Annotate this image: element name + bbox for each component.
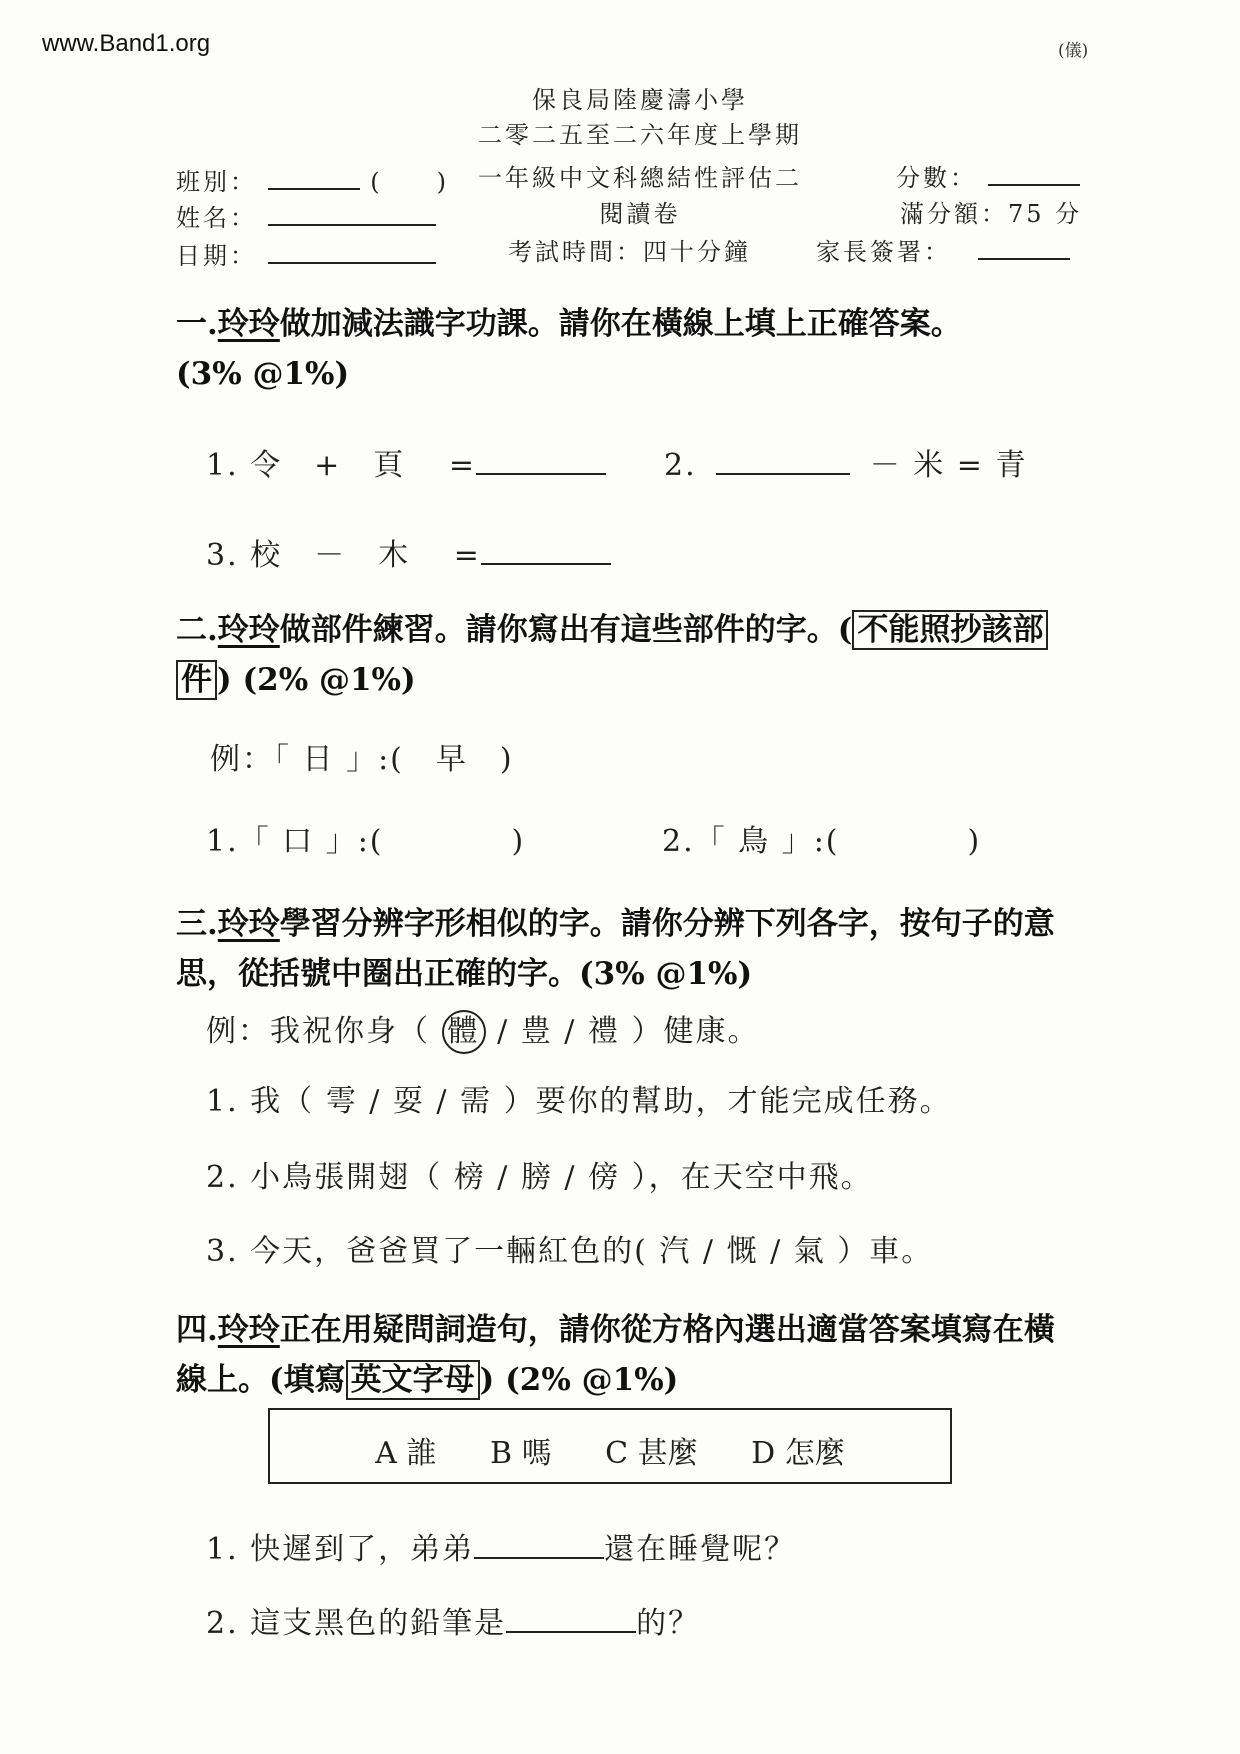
- corner-mark: (儀): [1058, 41, 1089, 61]
- section-3-title: [176, 898, 1055, 950]
- full-marks: 滿分額：75 分: [900, 200, 1083, 228]
- answer-options: [270, 1428, 950, 1472]
- section-4-title: [176, 1304, 1055, 1356]
- section-3-title-line2: 思，從括號中圈出正確的字。(3% @1%): [176, 956, 753, 992]
- section-2-boxed-note-end: 件: [176, 660, 217, 700]
- s3-question-2[interactable]: 2. 小鳥張開翅（ 榜 / 膀 / 傍 ），在天空中飛。: [206, 1160, 873, 1195]
- option-b: B 嗎: [489, 1436, 552, 1471]
- date-field: [176, 236, 436, 271]
- exam-duration: 考試時間：四十分鐘: [508, 238, 751, 266]
- section-1-title: [176, 298, 962, 350]
- s3-question-3[interactable]: 3. 今天，爸爸買了一輛紅色的( 汽 / 慨 / 氣 ）車。: [206, 1234, 934, 1269]
- score-label: 分數：: [896, 164, 977, 192]
- assessment-title: 一年級中文科總結性評估二: [478, 164, 802, 192]
- section-1-marks: (3% @1%): [176, 356, 350, 392]
- s3-question-1[interactable]: 1. 我（ 雩 / 耍 / 需 ）要你的幫助，才能完成任務。: [206, 1084, 952, 1119]
- s1-q3-text: 3. 校 － 木 =: [206, 538, 481, 573]
- section-2-boxed-note: 不能照抄該部: [852, 610, 1048, 650]
- s1-q3-blank[interactable]: [481, 533, 611, 565]
- date-blank[interactable]: [268, 238, 436, 264]
- s1-q2-number: 2.: [664, 448, 697, 483]
- s4-question-1: [206, 1524, 796, 1568]
- s1-question-2: [664, 440, 1027, 484]
- s4-q2-end: 的？: [636, 1606, 701, 1641]
- option-d: D 怎麼: [751, 1436, 845, 1471]
- option-a: A 誰: [375, 1436, 437, 1471]
- s4-q2-start: 2. 這支黑色的鉛筆是: [206, 1606, 507, 1641]
- s1-q1-text: 1. 令 + 頁 =: [206, 448, 476, 483]
- s3-example-start: 例：我祝你身（: [206, 1014, 430, 1049]
- parent-sign-blank[interactable]: [978, 234, 1070, 260]
- section-3-instruction: 學習分辨字形相似的字。請你分辨下列各字，按句子的意: [279, 906, 1055, 942]
- s2-question-1[interactable]: 1.「 口 」:( ): [206, 824, 526, 859]
- school-year: 二零二五至二六年度上學期: [478, 121, 802, 149]
- s2-example: 例：「 日 」:( 早 ): [210, 742, 514, 777]
- website-watermark: www.Band1.org: [42, 30, 211, 57]
- section-4-title-line2: [176, 1354, 678, 1406]
- section-1-number: 一.: [176, 306, 218, 342]
- s2-question-2[interactable]: 2.「 鳥 」:( ): [662, 824, 982, 859]
- s4-q2-blank[interactable]: [506, 1601, 636, 1633]
- class-field: [176, 162, 449, 197]
- s3-example-circled-answer: 體: [442, 1010, 486, 1054]
- score-field: [896, 158, 1080, 193]
- section-3-number: 三.: [176, 906, 218, 942]
- option-c: C 甚麼: [605, 1436, 698, 1471]
- section-4-boxed-note: 英文字母: [346, 1360, 480, 1400]
- section-2-instruction: 做部件練習。請你寫出有這些部件的字。(: [279, 612, 853, 648]
- school-name: 保良局陸慶濤小學: [532, 86, 748, 114]
- section-2-marks: ) (2% @1%): [217, 662, 416, 698]
- s3-example: [206, 1006, 759, 1054]
- answer-options-box: [268, 1408, 952, 1484]
- section-1-name: 玲玲: [217, 306, 280, 342]
- s1-q2-blank[interactable]: [716, 443, 850, 475]
- class-label: 班別：: [176, 168, 257, 196]
- parent-sign-label: 家長簽署：: [816, 238, 951, 266]
- section-4-marks: ) (2% @1%): [479, 1362, 679, 1398]
- section-2-marks-line: [176, 654, 416, 706]
- paper-title: 閱讀卷: [599, 200, 681, 228]
- section-4-number: 四.: [176, 1312, 218, 1348]
- section-4-name: 玲玲: [217, 1312, 280, 1348]
- s1-q1-blank[interactable]: [476, 443, 606, 475]
- section-1-instruction: 做加減法識字功課。請你在橫線上填上正確答案。: [279, 306, 962, 342]
- s1-q2-text: － 米 = 青: [869, 448, 1028, 483]
- name-label: 姓名：: [176, 204, 257, 232]
- class-number-paren: ( ): [370, 168, 450, 196]
- s1-question-1: [206, 440, 606, 484]
- class-blank[interactable]: [268, 164, 360, 190]
- section-3-name: 玲玲: [217, 906, 280, 942]
- section-4-line2-start: 線上。(填寫: [176, 1362, 346, 1398]
- s4-q1-blank[interactable]: [474, 1527, 604, 1559]
- score-blank[interactable]: [988, 160, 1080, 186]
- date-label: 日期：: [176, 242, 257, 270]
- section-2-name: 玲玲: [217, 612, 280, 648]
- s4-question-2: [206, 1598, 700, 1642]
- section-4-instruction: 正在用疑問詞造句，請你從方格內選出適當答案填寫在橫: [279, 1312, 1055, 1348]
- name-field: [176, 198, 436, 233]
- parent-sign-field: [816, 232, 1070, 267]
- s4-q1-end: 還在睡覺呢？: [604, 1532, 797, 1567]
- section-2-number: 二.: [176, 612, 218, 648]
- s3-example-end: / 豊 / 禮 ）健康。: [497, 1014, 760, 1049]
- s1-question-3: [206, 530, 611, 574]
- section-2-title: [176, 604, 1048, 656]
- s4-q1-start: 1. 快遲到了，弟弟: [206, 1532, 475, 1567]
- name-blank[interactable]: [268, 200, 436, 226]
